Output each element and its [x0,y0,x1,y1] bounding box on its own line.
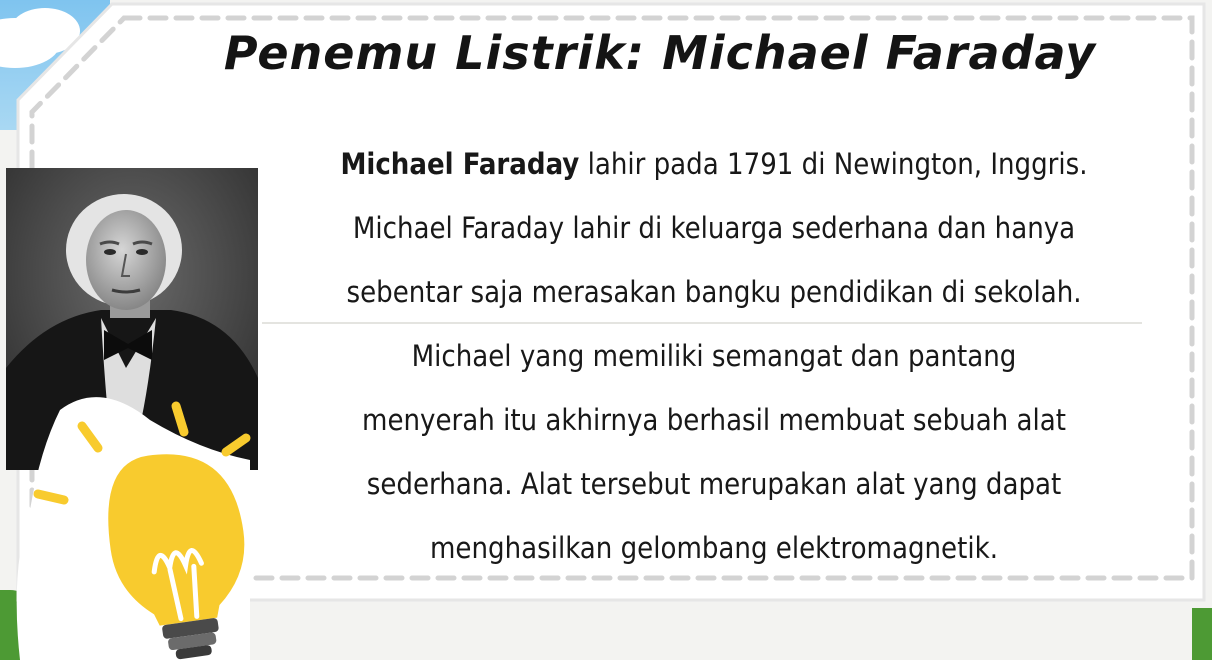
light-bulb-icon [0,390,290,660]
paragraph-1-line-1-rest: lahir pada 1791 di Newington, Inggris. [579,147,1088,181]
paragraph-1-line-2: Michael Faraday lahir di keluarga sederhana dan hanya [352,211,1076,245]
paragraph-2-line-3: sederhana. Alat tersebut merupakan alat yang dapat [366,467,1062,501]
grass-right [1192,608,1212,660]
paragraph-1-line-3: sebentar saja merasakan bangku pendidikan di sekolah. [346,275,1082,309]
light-bulb-illustration [0,390,290,660]
paragraph-2-line-2: menyerah itu akhirnya berhasil membuat sebuah alat [362,403,1066,437]
paragraph-2-line-4: menghasilkan gelombang elektromagnetik. [430,531,998,565]
name-highlight: Michael Faraday [340,147,580,181]
page-title: Penemu Listrik: Michael Faraday [223,26,1097,80]
paragraph-2-line-1: Michael yang memiliki semangat dan pantang [411,339,1017,373]
paragraph-1-line-1 [258,132,1170,196]
body-text [258,132,1170,580]
